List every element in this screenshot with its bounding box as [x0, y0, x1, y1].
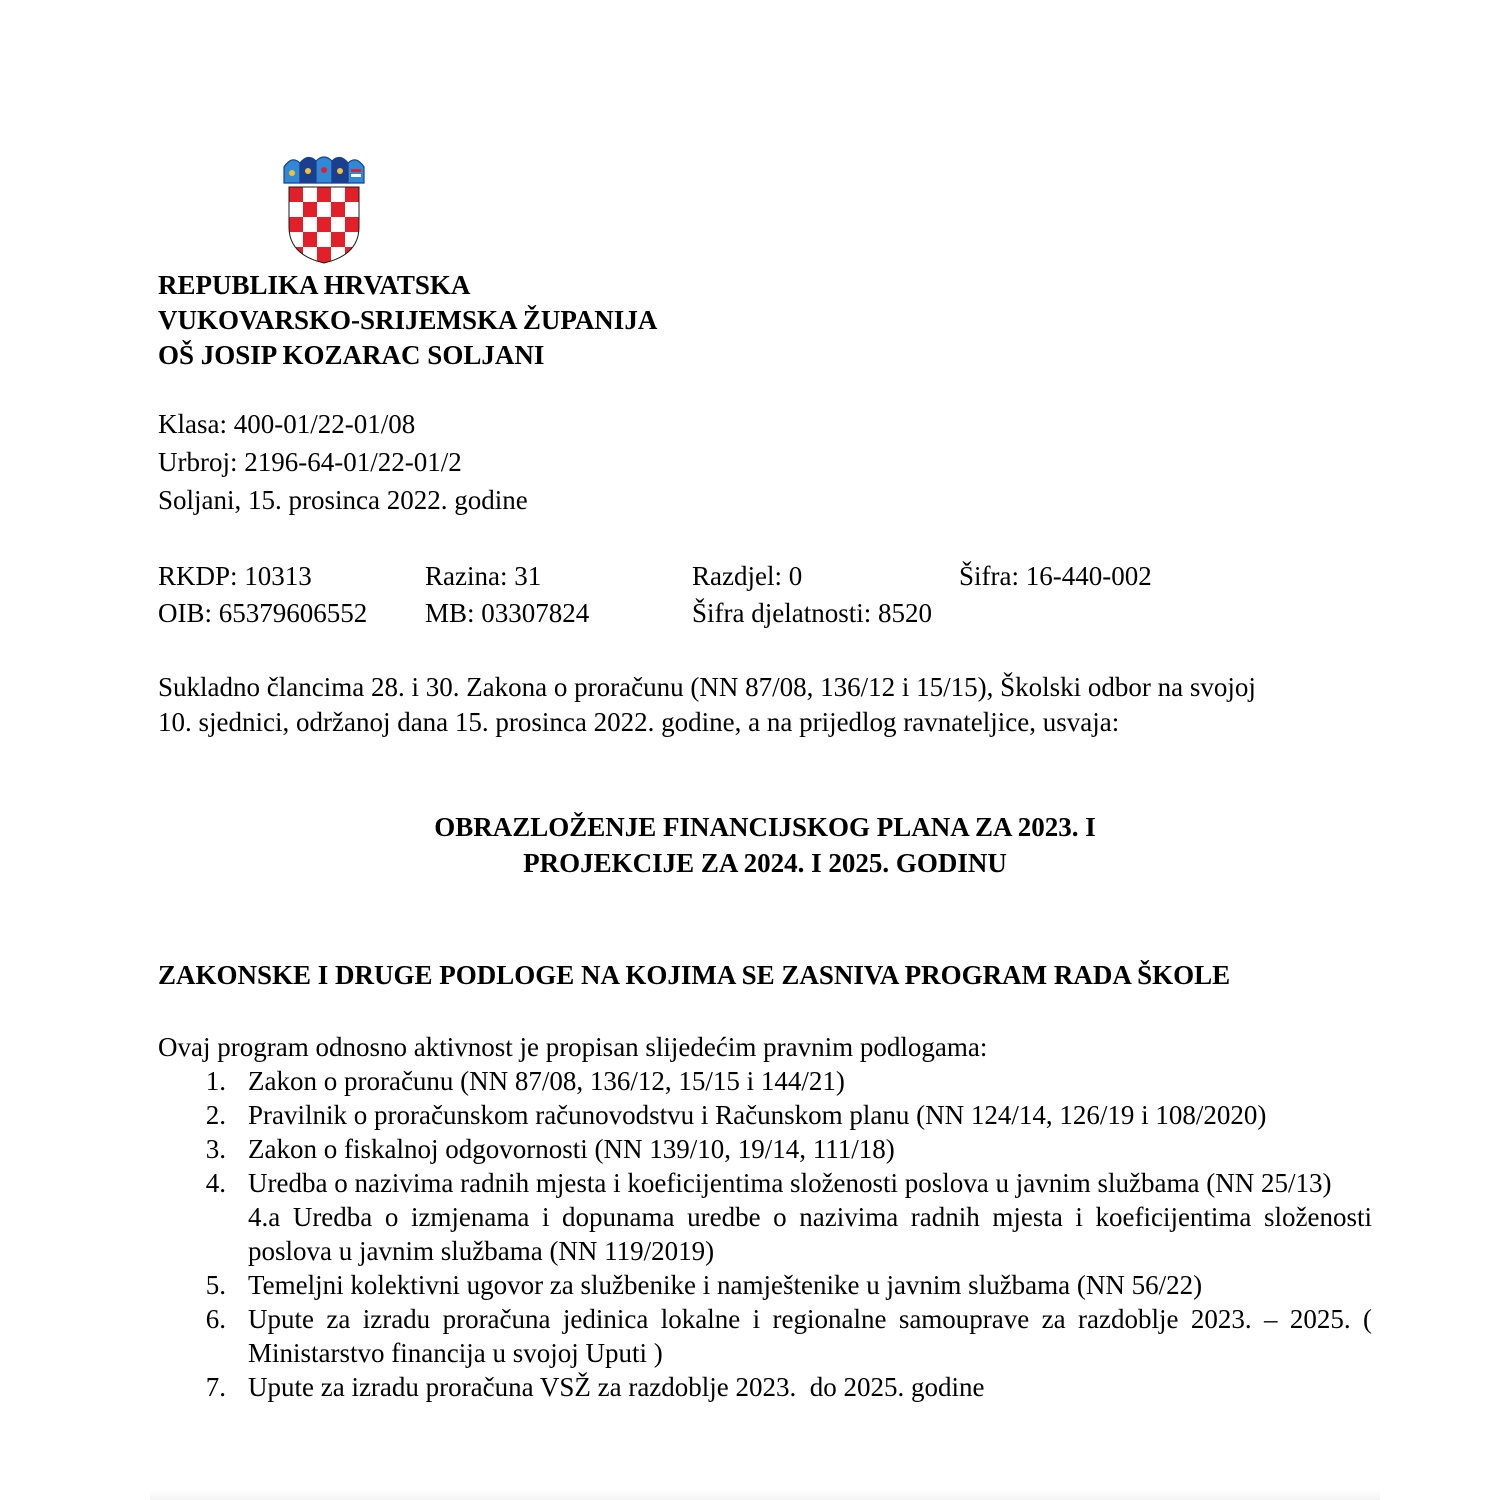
list-item-text: Zakon o fiskalnoj odgovornosti (NN 139/10, 19/14, 111/18): [248, 1134, 895, 1164]
list-item: [158, 1302, 1372, 1370]
place-date: Soljani, 15. prosinca 2022. godine: [158, 485, 528, 515]
section-heading: ZAKONSKE I DRUGE PODLOGE NA KOJIMA SE ZASNIVA PROGRAM RADA ŠKOLE: [158, 960, 1231, 990]
list-item-text: Zakon o proračunu (NN 87/08, 136/12, 15/15 i 144/21): [248, 1066, 845, 1096]
list-subitem-text: 4.a Uredba o izmjenama i dopunama uredbe o nazivima radnih mjesta i koeficijentima složenosti poslova u javnim službama (NN 119/2019): [248, 1202, 1372, 1266]
list-item-number: 5.: [205, 1270, 226, 1300]
croatian-coat-of-arms-icon: [282, 155, 366, 265]
header-county: VUKOVARSKO-SRIJEMSKA ŽUPANIJA: [158, 305, 658, 335]
identifier-grid: [158, 558, 1152, 632]
list-item: [158, 1268, 1372, 1302]
razina: Razina: 31: [425, 561, 542, 591]
oib: OIB: 65379606552: [158, 598, 368, 628]
coat-of-arms: [282, 155, 366, 265]
list-item-text: Upute za izradu proračuna jedinica lokalne i regionalne samouprave za razdoblje 2023. – 2025. ( Ministarstvo financija u svojoj Uputi ): [248, 1304, 1372, 1368]
document-references: [158, 405, 528, 519]
intro-line: Sukladno člancima 28. i 30. Zakona o proračunu (NN 87/08, 136/12 i 15/15), Školski odbor na svojoj: [158, 672, 1256, 702]
razdjel: Razdjel: 0: [692, 561, 803, 591]
list-item-number: 7.: [205, 1372, 226, 1402]
identifier-row: [158, 595, 1152, 632]
list-item-number: 3.: [205, 1134, 226, 1164]
list-item-text: Pravilnik o proračunskom računovodstvu i Računskom planu (NN 124/14, 126/19 i 108/2020): [248, 1100, 1267, 1130]
page-edge-shade: [150, 1490, 1380, 1500]
intro-paragraph: [158, 670, 1372, 740]
sifra-djelatnosti: Šifra djelatnosti: 8520: [692, 598, 932, 628]
list-item: [158, 1166, 1372, 1268]
list-item: [158, 1098, 1372, 1132]
list-item: [158, 1132, 1372, 1166]
header-school: OŠ JOSIP KOZARAC SOLJANI: [158, 340, 545, 370]
list-item: [158, 1064, 1372, 1098]
list-item-number: 1.: [205, 1066, 226, 1096]
crown: [284, 157, 364, 183]
mb: MB: 03307824: [425, 598, 590, 628]
list-item-text: Upute za izradu proračuna VSŽ za razdoblje 2023. do 2025. godine: [248, 1372, 985, 1402]
klasa: Klasa: 400-01/22-01/08: [158, 409, 416, 439]
list-item: [158, 1370, 1372, 1404]
institution-header: [158, 268, 657, 373]
intro-line: 10. sjednici, održanoj dana 15. prosinca 2022. godine, a na prijedlog ravnateljice, usvaja:: [158, 707, 1120, 737]
identifier-row: [158, 558, 1152, 595]
list-item-text: Uredba o nazivima radnih mjesta i koeficijentima složenosti poslova u javnim službama (NN 25/13): [248, 1168, 1332, 1198]
urbroj: Urbroj: 2196-64-01/22-01/2: [158, 447, 462, 477]
rkdp: RKDP: 10313: [158, 561, 312, 591]
header-country: REPUBLIKA HRVATSKA: [158, 270, 471, 300]
list-item-text: Temeljni kolektivni ugovor za službenike i namještenike u javnim službama (NN 56/22): [248, 1270, 1203, 1300]
sifra: Šifra: 16-440-002: [959, 561, 1152, 591]
checkered-shield: [289, 187, 359, 265]
list-item-number: 6.: [205, 1304, 226, 1334]
document-title: [158, 809, 1372, 881]
list-item-number: 2.: [205, 1100, 226, 1130]
list-item-body: [248, 1166, 1372, 1268]
title-line: PROJEKCIJE ZA 2024. I 2025. GODINU: [523, 848, 1007, 878]
title-line: OBRAZLOŽENJE FINANCIJSKOG PLANA ZA 2023. I: [434, 812, 1096, 842]
list-intro: Ovaj program odnosno aktivnost je propisan slijedećim pravnim podlogama:: [158, 1032, 988, 1062]
legal-bases-list: [158, 1064, 1372, 1404]
list-item-number: 4.: [205, 1168, 226, 1198]
